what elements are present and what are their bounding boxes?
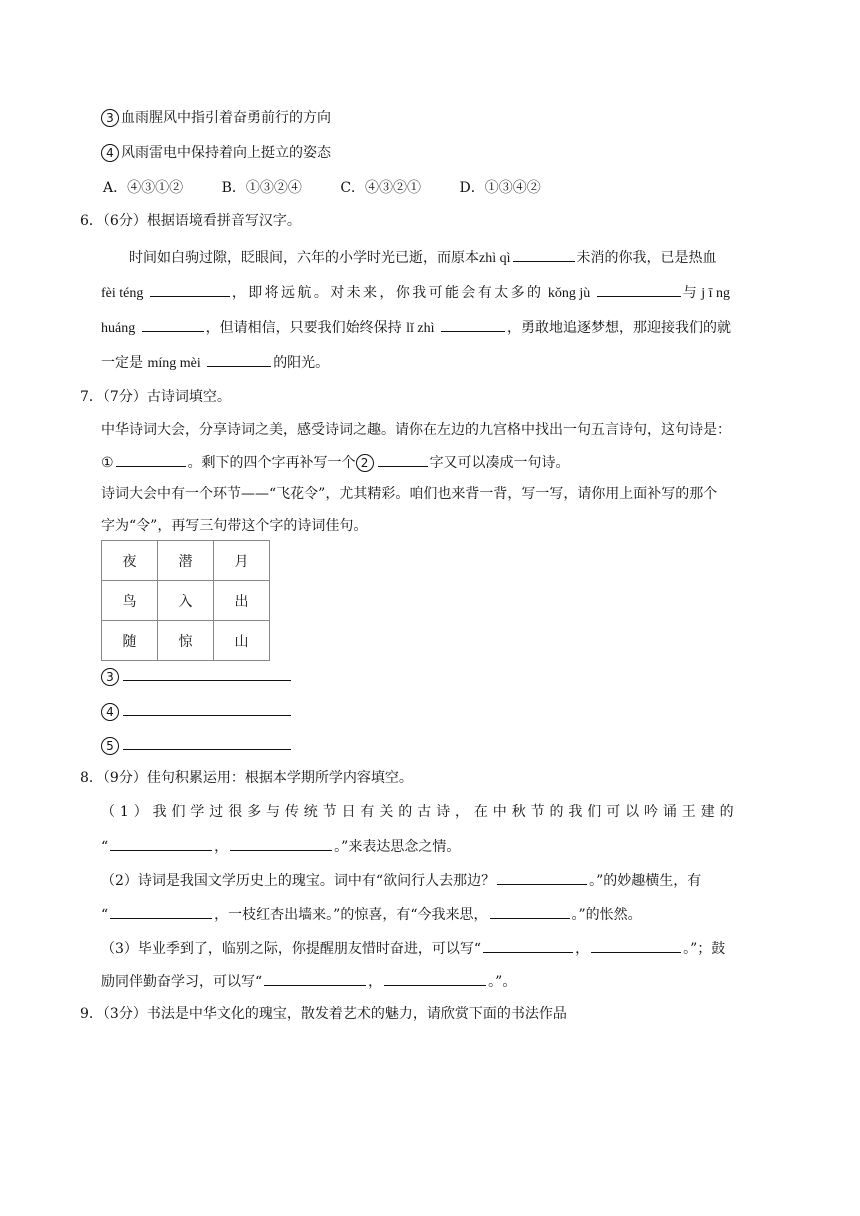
text: 时间如白驹过隙，眨眼间，六年的小学时光已逝，而原本 bbox=[129, 250, 479, 266]
q8-s3-line-2 bbox=[101, 971, 516, 992]
answer-blank[interactable] bbox=[483, 938, 573, 953]
text: ， bbox=[575, 941, 590, 957]
answer-blank[interactable] bbox=[384, 971, 486, 986]
option-label: C． bbox=[340, 180, 366, 196]
answer-blank[interactable] bbox=[150, 282, 230, 297]
option-label: B． bbox=[221, 180, 246, 196]
question-number: 7． bbox=[80, 389, 103, 405]
text: 。”的妙趣横生，有 bbox=[589, 873, 702, 889]
q7-para-4 bbox=[101, 516, 367, 536]
pinyin: fèi téng bbox=[101, 286, 144, 301]
grid-cell: 入 bbox=[158, 581, 214, 621]
q8-s2-line-2 bbox=[101, 904, 642, 925]
answer-blank[interactable] bbox=[591, 938, 681, 953]
q8-s3-line-1 bbox=[101, 938, 725, 959]
q9-heading bbox=[80, 1004, 567, 1024]
circled-number-5: 5 bbox=[101, 737, 119, 755]
nine-square-grid bbox=[101, 540, 270, 661]
answer-blank[interactable] bbox=[110, 904, 212, 919]
question-title: （7分）古诗词填空。 bbox=[102, 389, 231, 405]
question-number: 9． bbox=[80, 1006, 103, 1022]
q8-s2-line-1 bbox=[101, 870, 701, 891]
text: 。”；鼓 bbox=[683, 941, 726, 957]
answer-blank[interactable] bbox=[441, 317, 505, 332]
q7-answer-3 bbox=[101, 666, 293, 687]
grid-cell: 鸟 bbox=[102, 581, 158, 621]
q7-heading bbox=[80, 387, 231, 407]
text: 诗词大会中有一个环节——“飞花令”，尤其精彩。咱们也来背一背，写一写，请你用上面补写的那个 bbox=[101, 486, 718, 502]
grid-row bbox=[102, 541, 270, 581]
q8-s1-line-1 bbox=[101, 802, 739, 822]
text: 字为“令”，再写三句带这个字的诗词佳句。 bbox=[101, 518, 368, 534]
option-value: ④③①② bbox=[127, 180, 184, 196]
text: （2）诗词是我国文学历史上的瑰宝。词中有“欲问行人去那边？ bbox=[101, 873, 496, 889]
answer-blank[interactable] bbox=[207, 352, 271, 367]
text: ，勇敢地追逐梦想，那迎接我们的就 bbox=[506, 320, 731, 336]
question-title: （6分）根据语境看拼音写汉字。 bbox=[102, 213, 301, 229]
answer-blank[interactable] bbox=[123, 666, 291, 681]
text: ， bbox=[368, 974, 383, 990]
grid-row bbox=[102, 581, 270, 621]
grid-cell: 潜 bbox=[158, 541, 214, 581]
text: 字又可以凑成一句诗。 bbox=[429, 455, 570, 471]
pinyin: j ī ng bbox=[701, 286, 730, 301]
pinyin: kǒng jù bbox=[547, 286, 591, 301]
pinyin: míng mèi bbox=[147, 356, 201, 371]
text: 。”的怅然。 bbox=[571, 907, 642, 923]
q5-line-3-text: 血雨腥风中指引着奋勇前行的方向 bbox=[121, 110, 331, 126]
q6-line-3 bbox=[101, 317, 731, 339]
answer-blank[interactable] bbox=[264, 971, 366, 986]
pinyin: huáng bbox=[101, 321, 136, 336]
text: 一定是 bbox=[101, 355, 143, 371]
grid-cell: 山 bbox=[214, 621, 270, 661]
text: ① bbox=[101, 455, 114, 471]
option-b[interactable] bbox=[222, 178, 302, 198]
q5-line-4-text: 风雨雷电中保持着向上挺立的姿态 bbox=[121, 145, 331, 161]
text: ，一枝红杏出墙来。”的惊喜，有“今我来思， bbox=[214, 907, 488, 923]
answer-blank[interactable] bbox=[597, 282, 681, 297]
text: （1）我们学过很多与传统节日有关的古诗，在中秋节的我们可以吟诵王建的 bbox=[101, 804, 739, 820]
q5-line-3 bbox=[101, 108, 331, 128]
text: 的阳光。 bbox=[273, 355, 330, 371]
circled-number-3: 3 bbox=[101, 109, 119, 127]
text: 。”来表达思念之情。 bbox=[334, 839, 461, 855]
option-a[interactable] bbox=[103, 178, 183, 198]
q8-s1-line-2 bbox=[101, 836, 460, 857]
grid-cell: 夜 bbox=[102, 541, 158, 581]
circled-number-4: 4 bbox=[101, 703, 119, 721]
answer-blank[interactable] bbox=[513, 247, 575, 262]
text: 。剩下的四个字再补写一个 bbox=[187, 455, 356, 471]
pinyin: zhì qì bbox=[479, 251, 511, 266]
q7-para-3 bbox=[101, 484, 717, 504]
grid-cell: 随 bbox=[102, 621, 158, 661]
q7-para-1 bbox=[101, 420, 731, 440]
q5-options bbox=[103, 178, 575, 198]
text: “ bbox=[101, 839, 109, 855]
text: （3）毕业季到了，临别之际，你提醒朋友惜时奋进，可以写“ bbox=[101, 941, 482, 957]
q6-line-1 bbox=[129, 247, 717, 269]
text: “ bbox=[101, 907, 109, 923]
circled-number-4: 4 bbox=[101, 144, 119, 162]
q7-answer-5 bbox=[101, 735, 293, 756]
answer-blank[interactable] bbox=[116, 452, 186, 467]
answer-blank[interactable] bbox=[497, 870, 587, 885]
option-value: ④③②① bbox=[365, 180, 422, 196]
question-number: 6． bbox=[80, 213, 103, 229]
answer-blank[interactable] bbox=[230, 836, 332, 851]
option-label: A． bbox=[103, 180, 128, 196]
option-label: D． bbox=[459, 180, 485, 196]
question-number: 8． bbox=[80, 770, 103, 786]
q8-heading bbox=[80, 768, 413, 788]
circled-number-3: 3 bbox=[101, 668, 119, 686]
text: 励同伴勤奋学习，可以写“ bbox=[101, 974, 263, 990]
q7-answer-4 bbox=[101, 701, 293, 722]
q5-line-4 bbox=[101, 143, 331, 163]
question-title: （9分）佳句积累运用：根据本学期所学内容填空。 bbox=[102, 770, 413, 786]
circled-number-2: 2 bbox=[356, 454, 374, 472]
text: ，即将远航。对未来，你我可能会有太多的 bbox=[231, 285, 544, 301]
answer-blank[interactable] bbox=[378, 452, 428, 467]
pinyin: lǐ zhì bbox=[406, 321, 435, 336]
text: 中华诗词大会，分享诗词之美，感受诗词之趣。请你在左边的九宫格中找出一句五言诗句，这句诗是： bbox=[101, 422, 731, 438]
option-c[interactable] bbox=[340, 178, 421, 198]
text: 未消的你我，已是热血 bbox=[576, 250, 717, 266]
q6-line-2 bbox=[101, 282, 730, 304]
option-d[interactable] bbox=[460, 178, 541, 198]
grid-cell: 出 bbox=[214, 581, 270, 621]
option-value: ①③④② bbox=[484, 180, 541, 196]
answer-blank[interactable] bbox=[490, 904, 570, 919]
question-title: （3分）书法是中华文化的瑰宝，散发着艺术的魅力，请欣赏下面的书法作品 bbox=[102, 1006, 567, 1022]
answer-blank[interactable] bbox=[123, 735, 291, 750]
grid-row bbox=[102, 621, 270, 661]
text: ， bbox=[214, 839, 229, 855]
answer-blank[interactable] bbox=[123, 701, 291, 716]
q6-line-4 bbox=[101, 352, 329, 374]
text: ，但请相信，只要我们始终保持 bbox=[205, 320, 402, 336]
q7-para-2 bbox=[101, 452, 570, 473]
text: 与 bbox=[682, 285, 697, 301]
option-value: ①③②④ bbox=[245, 180, 302, 196]
answer-blank[interactable] bbox=[142, 317, 204, 332]
grid-cell: 惊 bbox=[158, 621, 214, 661]
grid-cell: 月 bbox=[214, 541, 270, 581]
answer-blank[interactable] bbox=[110, 836, 212, 851]
q6-heading bbox=[80, 211, 301, 231]
text: 。”。 bbox=[488, 974, 517, 990]
